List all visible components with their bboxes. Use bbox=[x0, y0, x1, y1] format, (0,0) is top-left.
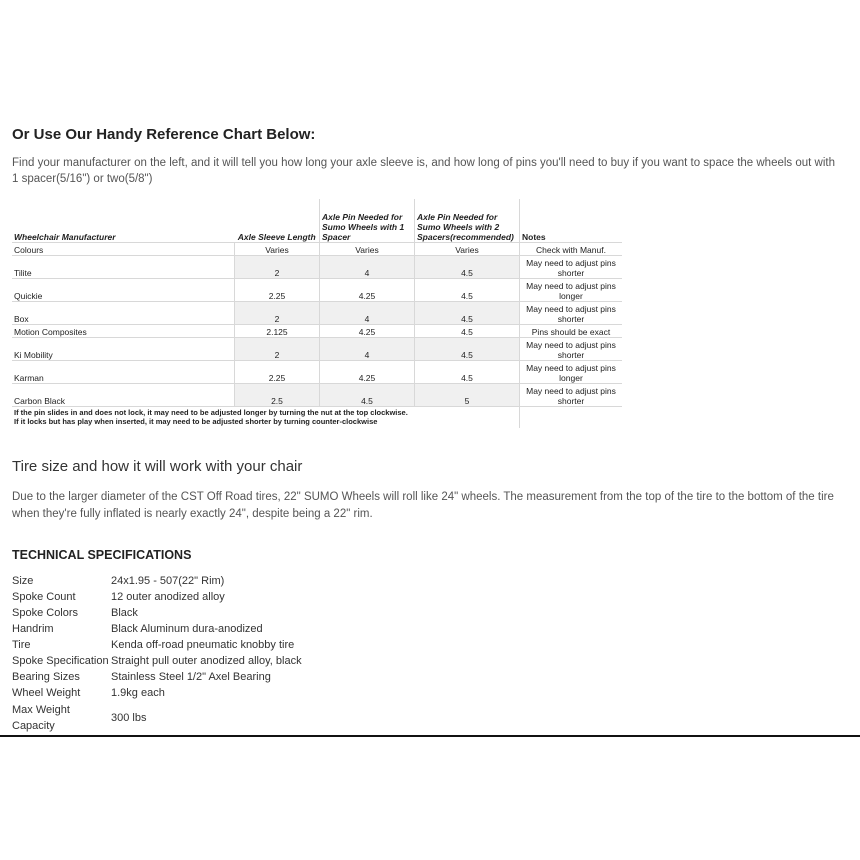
table-header-row bbox=[12, 211, 622, 243]
cell-one-spacer: 4 bbox=[320, 302, 415, 325]
spec-label: Spoke Count bbox=[12, 591, 76, 603]
cell-one-spacer: 4.25 bbox=[320, 361, 415, 384]
cell-two-spacers: Varies bbox=[415, 243, 520, 256]
cell-manufacturer: Motion Composites bbox=[12, 325, 235, 338]
spec-label: Handrim bbox=[12, 623, 54, 635]
table-row bbox=[12, 279, 622, 302]
technical-specs-table bbox=[12, 573, 302, 735]
cell-two-spacers: 4.5 bbox=[415, 279, 520, 302]
cell-two-spacers: 4.5 bbox=[415, 256, 520, 279]
divider bbox=[0, 735, 860, 737]
cell-manufacturer: Quickie bbox=[12, 279, 235, 302]
cell-two-spacers: 4.5 bbox=[415, 325, 520, 338]
spec-value: Kenda off-road pneumatic knobby tire bbox=[111, 639, 295, 651]
spec-value: Straight pull outer anodized alloy, black bbox=[111, 655, 302, 667]
tire-size-text: Due to the larger diameter of the CST Off Road tires, 22" SUMO Wheels will roll like 24" wheels. The measurement from the top of the tire to the bottom of the tire when they're fully inflated is nearly exactly 24", despite being a 22" rim. bbox=[12, 491, 834, 520]
header-notes: Notes bbox=[520, 211, 623, 243]
cell-notes: May need to adjust pins shorter bbox=[520, 338, 623, 361]
cell-notes: May need to adjust pins longer bbox=[520, 279, 623, 302]
footnote-shorter: If it locks but has play when inserted, it may need to be adjusted shorter by turning counter-clockwise bbox=[14, 417, 378, 426]
table-row bbox=[12, 243, 622, 256]
header-axle-sleeve: Axle Sleeve Length bbox=[237, 232, 316, 242]
reference-chart-intro: Find your manufacturer on the left, and it will tell you how long your axle sleeve is, and how long of pins you'll need to buy if you want to space the wheels out with 1 spacer(5/16") or two(5/8") bbox=[12, 157, 835, 185]
spec-row bbox=[12, 621, 302, 637]
spec-value: 300 lbs bbox=[111, 712, 147, 724]
spec-value: 12 outer anodized alloy bbox=[111, 591, 225, 603]
spec-label: Spoke Specification bbox=[12, 655, 109, 667]
tire-size-title: Tire size and how it will work with your chair bbox=[12, 458, 303, 475]
cell-manufacturer: Karman bbox=[12, 361, 235, 384]
cell-one-spacer: 4 bbox=[320, 256, 415, 279]
spec-label: Size bbox=[12, 575, 34, 587]
cell-manufacturer: Box bbox=[12, 302, 235, 325]
cell-sleeve: 2.25 bbox=[235, 279, 320, 302]
table-row bbox=[12, 361, 622, 384]
reference-chart-title: Or Use Our Handy Reference Chart Below: bbox=[12, 126, 316, 143]
cell-two-spacers: 4.5 bbox=[415, 302, 520, 325]
footnote-longer: If the pin slides in and does not lock, it may need to be adjusted longer by turning the nut at the top clockwise. bbox=[14, 408, 408, 417]
table-row bbox=[12, 325, 622, 338]
table-row bbox=[12, 338, 622, 361]
spec-row bbox=[12, 573, 302, 589]
cell-one-spacer: 4.25 bbox=[320, 279, 415, 302]
table-row bbox=[12, 256, 622, 279]
cell-two-spacers: 5 bbox=[415, 384, 520, 407]
header-manufacturer: Wheelchair Manufacturer bbox=[14, 232, 116, 242]
technical-specs-title: TECHNICAL SPECIFICATIONS bbox=[12, 548, 192, 562]
spec-value: Stainless Steel 1/2" Axel Bearing bbox=[111, 671, 271, 683]
cell-sleeve: Varies bbox=[235, 243, 320, 256]
header-one-spacer: Axle Pin Needed for Sumo Wheels with 1 Spacer bbox=[320, 211, 415, 243]
cell-manufacturer: Colours bbox=[12, 243, 235, 256]
table-row bbox=[12, 384, 622, 407]
spec-row bbox=[12, 637, 302, 653]
cell-notes: May need to adjust pins shorter bbox=[520, 256, 623, 279]
cell-sleeve: 2.125 bbox=[235, 325, 320, 338]
spec-value: 1.9kg each bbox=[111, 687, 165, 699]
cell-one-spacer: 4 bbox=[320, 338, 415, 361]
cell-two-spacers: 4.5 bbox=[415, 361, 520, 384]
spec-row bbox=[12, 653, 302, 669]
cell-sleeve: 2 bbox=[235, 302, 320, 325]
spec-label: Wheel Weight bbox=[12, 687, 81, 699]
cell-sleeve: 2.25 bbox=[235, 361, 320, 384]
cell-notes: Check with Manuf. bbox=[520, 243, 623, 256]
spec-label: Spoke Colors bbox=[12, 607, 79, 619]
cell-notes: May need to adjust pins longer bbox=[520, 361, 623, 384]
cell-sleeve: 2 bbox=[235, 338, 320, 361]
spec-row bbox=[12, 701, 302, 735]
cell-sleeve: 2.5 bbox=[235, 384, 320, 407]
spec-label: Max Weight Capacity bbox=[12, 704, 70, 732]
cell-sleeve: 2 bbox=[235, 256, 320, 279]
spec-label: Tire bbox=[12, 639, 31, 651]
cell-one-spacer: 4.25 bbox=[320, 325, 415, 338]
spec-value: 24x1.95 - 507(22" Rim) bbox=[111, 575, 225, 587]
header-two-spacers: Axle Pin Needed for Sumo Wheels with 2 Spacers(recommended) bbox=[415, 211, 520, 243]
cell-two-spacers: 4.5 bbox=[415, 338, 520, 361]
cell-notes: May need to adjust pins shorter bbox=[520, 302, 623, 325]
cell-manufacturer: Tilite bbox=[12, 256, 235, 279]
spec-label: Bearing Sizes bbox=[12, 671, 80, 683]
reference-chart-table bbox=[12, 199, 622, 428]
cell-notes: Pins should be exact bbox=[520, 325, 623, 338]
spec-value: Black bbox=[111, 607, 138, 619]
cell-one-spacer: Varies bbox=[320, 243, 415, 256]
spec-value: Black Aluminum dura-anodized bbox=[111, 623, 263, 635]
spec-row bbox=[12, 669, 302, 685]
spec-row bbox=[12, 605, 302, 621]
table-row bbox=[12, 302, 622, 325]
cell-notes: May need to adjust pins shorter bbox=[520, 384, 623, 407]
table-footnote-row bbox=[12, 407, 622, 429]
cell-manufacturer: Ki Mobility bbox=[12, 338, 235, 361]
spec-row bbox=[12, 589, 302, 605]
cell-manufacturer: Carbon Black bbox=[12, 384, 235, 407]
spec-row bbox=[12, 685, 302, 701]
cell-one-spacer: 4.5 bbox=[320, 384, 415, 407]
